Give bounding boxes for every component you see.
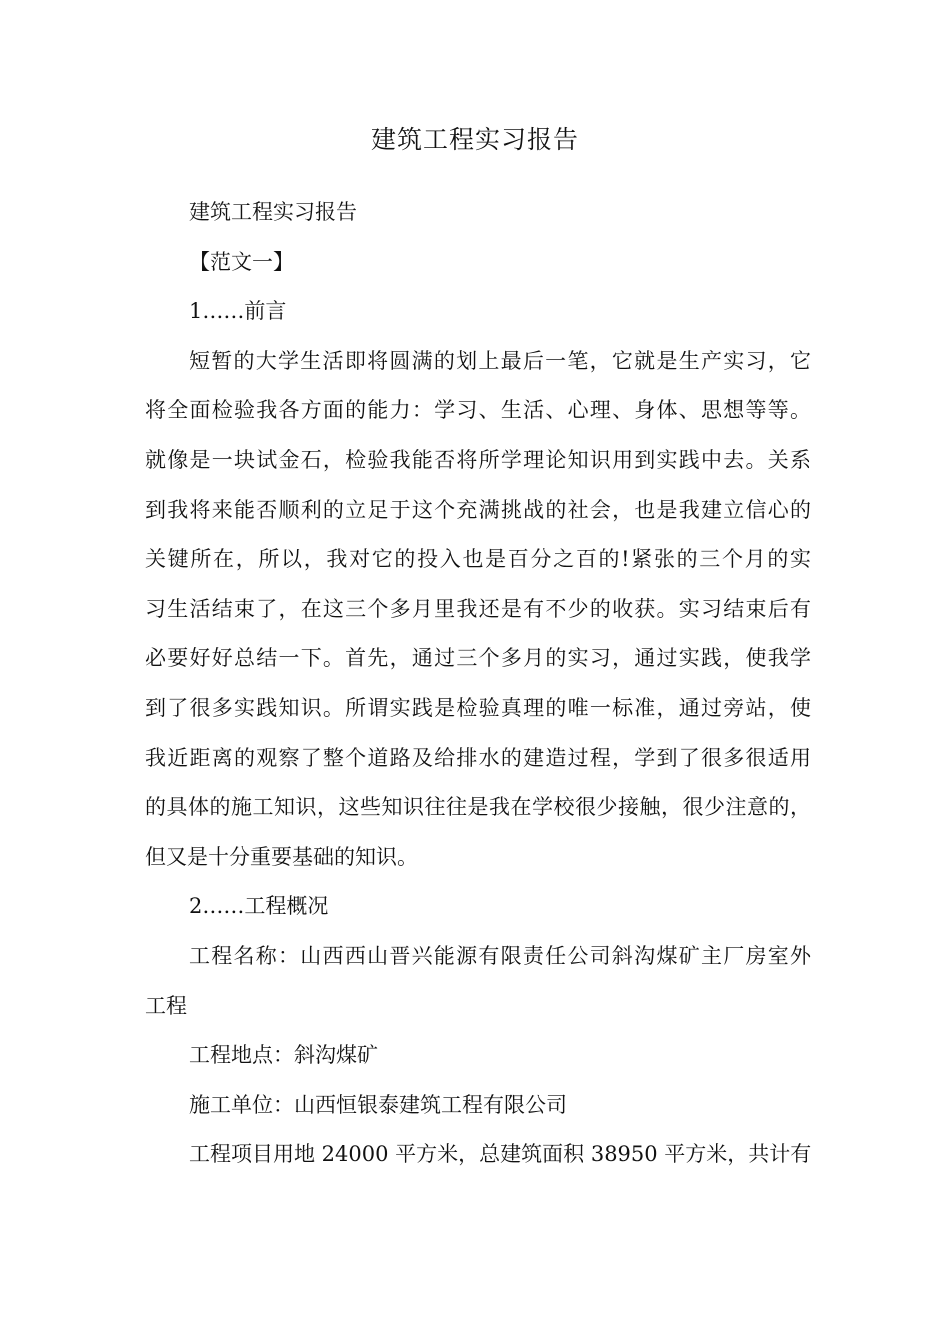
paragraph-line: 必要好好总结一下。首先，通过三个多月的实习，通过实践，使我学 <box>145 646 811 671</box>
paragraph-line: 但又是十分重要基础的知识。 <box>145 844 418 869</box>
preface-paragraph <box>145 337 811 883</box>
project-name-paragraph <box>145 932 811 1031</box>
paragraph-line: 就像是一块试金石，检验我能否将所学理论知识用到实践中去。关系 <box>145 447 811 472</box>
project-scale: 工程项目用地 24000 平方米，总建筑面积 38950 平方米，共计有 <box>189 1142 812 1167</box>
paragraph-line: 关键所在，所以，我对它的投入也是百分之百的!紧张的三个月的实 <box>145 547 811 572</box>
paragraph-line: 工程名称：山西西山晋兴能源有限责任公司斜沟煤矿主厂房室外 <box>189 943 811 968</box>
construction-unit: 施工单位：山西恒银泰建筑工程有限公司 <box>189 1092 567 1117</box>
section-heading-overview: 2……工程概况 <box>189 894 329 919</box>
paragraph-line: 将全面检验我各方面的能力：学习、生活、心理、身体、思想等等。 <box>145 398 811 423</box>
section-heading-preface: 1……前言 <box>189 299 287 324</box>
report-heading: 建筑工程实习报告 <box>189 200 357 224</box>
sample-label: 【范文一】 <box>189 249 294 274</box>
paragraph-line: 到了很多实践知识。所谓实践是检验真理的唯一标准，通过旁站，使 <box>145 695 811 720</box>
project-location: 工程地点：斜沟煤矿 <box>189 1043 378 1068</box>
paragraph-line: 短暂的大学生活即将圆满的划上最后一笔，它就是生产实习，它 <box>189 348 811 373</box>
document-title: 建筑工程实习报告 <box>370 125 579 154</box>
paragraph-line: 的具体的施工知识，这些知识往往是我在学校很少接触，很少注意的， <box>145 795 811 820</box>
paragraph-line: 我近距离的观察了整个道路及给排水的建造过程，学到了很多很适用 <box>145 745 811 770</box>
paragraph-line: 习生活结束了，在这三个多月里我还是有不少的收获。实习结束后有 <box>145 596 811 621</box>
paragraph-line: 到我将来能否顺利的立足于这个充满挑战的社会，也是我建立信心的 <box>145 497 811 522</box>
document-body <box>145 188 811 1180</box>
paragraph-line: 工程 <box>145 993 187 1018</box>
